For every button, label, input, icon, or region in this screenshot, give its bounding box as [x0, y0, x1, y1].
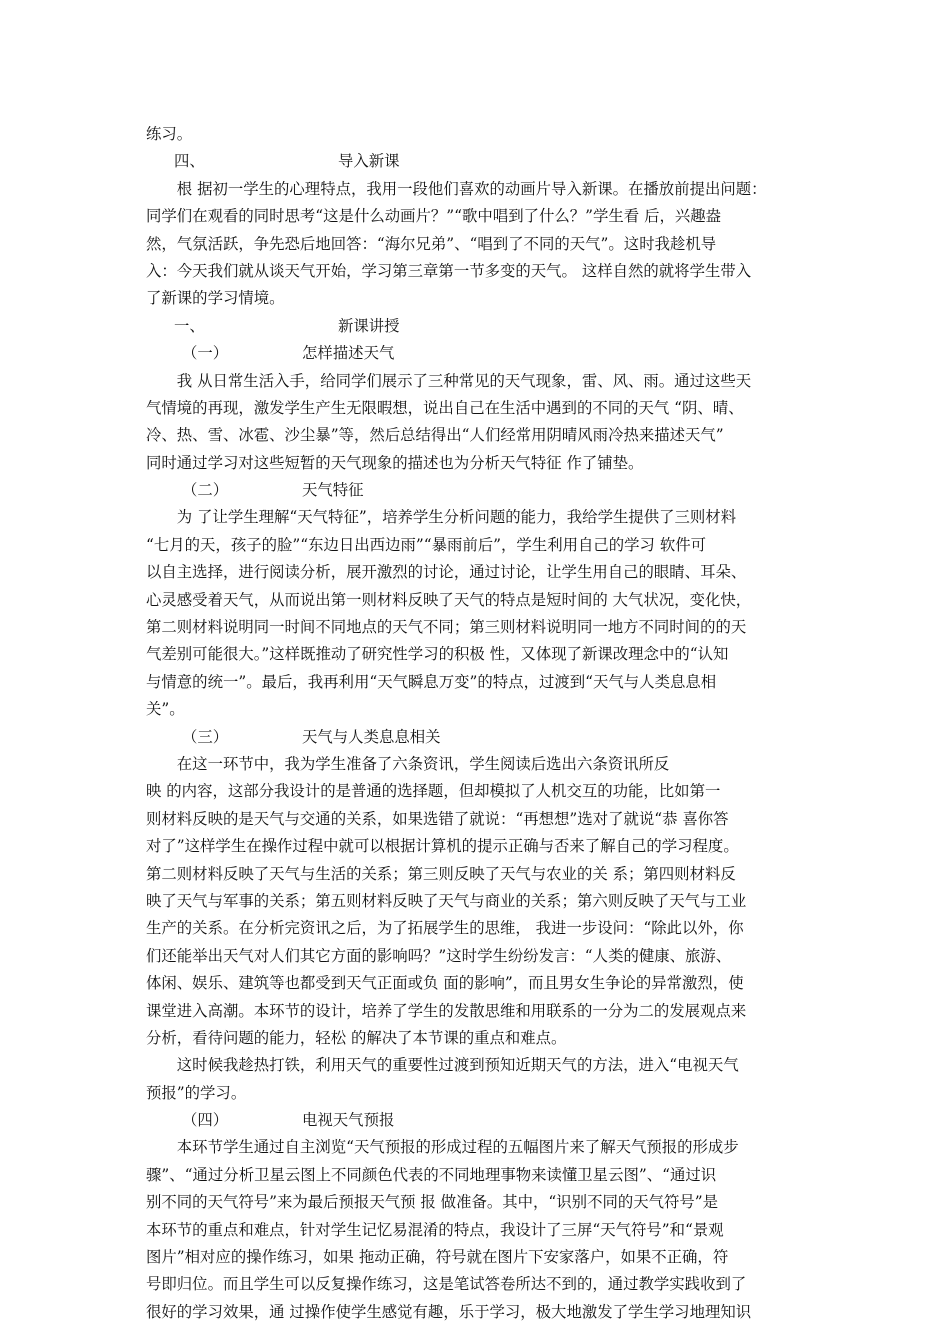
paragraph-line: 映了天气与军事的关系；第五则材料反映了天气与商业的关系；第六则反映了天气与工业	[146, 891, 747, 910]
section-heading	[146, 148, 806, 175]
paragraph-line: 分析，看待问题的能力，轻松 的解决了本节课的重点和难点。	[146, 1028, 567, 1047]
section-heading	[146, 313, 806, 340]
paragraph-line: 别不同的天气符号”来为最后预报天气预 报 做准备。其中，“识别不同的天气符号”是	[146, 1193, 719, 1212]
section-number: （四）	[182, 1111, 229, 1130]
paragraph-line: 第二则材料反映了天气与生活的关系；第三则反映了天气与农业的关 系；第四则材料反	[146, 864, 736, 883]
paragraph-line: 以自主选择，进行阅读分析，展开激烈的讨论，通过讨论，让学生用自己的眼睛、耳朵、	[146, 563, 747, 582]
paragraph-line: 很好的学习效果，通 过操作使学生感觉有趣，乐于学习，极大地激发了学生学习地理知识	[146, 1302, 752, 1321]
paragraph-line: 气情境的再现，激发学生产生无限暇想，说出自己在生活中遇到的不同的天气 “阴、晴、	[146, 398, 744, 417]
paragraph-line: 预报”的学习。	[146, 1083, 247, 1102]
paragraph-line: 了新课的学习情境。	[146, 289, 285, 308]
section-title: 怎样描述天气	[302, 344, 395, 363]
paragraph-line: 图片”相对应的操作练习，如果 拖动正确，符号就在图片下安家落户，如果不正确，符	[146, 1248, 729, 1267]
paragraph-line: 本环节的重点和难点，针对学生记忆易混淆的特点，我设计了三屏“天气符号”和“景观	[146, 1220, 724, 1239]
paragraph-line: 生产的关系。在分析完资讯之后，为了拓展学生的思维， 我进一步设问：“除此以外，你	[146, 919, 744, 938]
paragraph-line: 同时通过学习对这些短暂的天气现象的描述也为分析天气特征 作了铺垫。	[146, 453, 644, 472]
paragraph-line: 则材料反映的是天气与交通的关系，如果选错了就说：“再想想”选对了就说“恭 喜你答	[146, 809, 729, 828]
section-number: 一、	[174, 316, 205, 335]
paragraph-line: 课堂进入高潮。本环节的设计，培养了学生的发散思维和用联系的一分为二的发展观点来	[146, 1001, 747, 1020]
section-heading	[146, 724, 806, 751]
paragraph-line: 号即归位。而且学生可以反复操作练习，这是笔试答卷所达不到的，通过教学实践收到了	[146, 1275, 747, 1294]
paragraph-line: 练习。	[146, 125, 193, 143]
section-heading	[146, 1107, 806, 1134]
paragraph-line: 心灵感受着天气，从而说出第一则材料反映了天气的特点是短时间的 大气状况，变化快，	[146, 590, 752, 609]
paragraph-line: 映 的内容，这部分我设计的是普通的选择题，但却模拟了人机交互的功能，比如第一	[146, 782, 721, 801]
paragraph-line: 骤”、“通过分析卫星云图上不同颜色代表的不同地理事物来读懂卫星云图”、“通过识	[146, 1165, 717, 1184]
paragraph-line: “七月的天，孩子的脸”“东边日出西边雨”“暴雨前后”，学生利用自己的学习 软件可	[146, 535, 706, 554]
section-number: （三）	[182, 727, 229, 746]
section-number: （二）	[182, 481, 229, 500]
section-number: （一）	[182, 344, 229, 363]
paragraph-line: 对了”这样学生在操作过程中就可以根据计算机的提示正确与否来了解自己的学习程度。	[146, 837, 739, 856]
paragraph-line: 根 据初一学生的心理特点，我用一段他们喜欢的动画片导入新课。在播放前提出问题：	[146, 179, 767, 198]
paragraph-line: 气差别可能很大。”这样既推动了研究性学习的积极 性，又体现了新课改理念中的“认知	[146, 645, 729, 664]
paragraph-line: 同学们在观看的同时思考“这是什么动画片？”“歌中唱到了什么？”学生看 后，兴趣盎	[146, 207, 722, 226]
section-number: 四、	[174, 152, 205, 171]
paragraph-line: 第二则材料说明同一时间不同地点的天气不同；第三则材料说明同一地方不同时间的的天	[146, 618, 747, 637]
paragraph-line: 为 了让学生理解“天气特征”，培养学生分析问题的能力，我给学生提供了三则材料	[146, 508, 737, 527]
paragraph-line: 们还能举出天气对人们其它方面的影响吗？”这时学生纷纷发言：“人类的健康、旅游、	[146, 946, 732, 965]
section-title: 电视天气预报	[302, 1111, 395, 1130]
paragraph-line: 关”。	[146, 700, 185, 719]
section-title: 天气特征	[302, 481, 364, 500]
paragraph-line: 体闲、娱乐、建筑等也都受到天气正面或负 面的影响”，而且男女生争论的异常激烈，使	[146, 974, 744, 993]
section-heading	[146, 340, 806, 367]
section-heading	[146, 477, 806, 504]
paragraph-line: 本环节学生通过自主浏览“天气预报的形成过程的五幅图片来了解天气预报的形成步	[146, 1138, 739, 1157]
paragraph-line: 冷、热、雪、冰雹、沙尘暴”等，然后总结得出“人们经常用阴晴风雨冷热来描述天气”	[146, 426, 724, 445]
section-title: 新课讲授	[338, 316, 400, 335]
paragraph-line: 这时候我趁热打铁，利用天气的重要性过渡到预知近期天气的方法，进入“电视天气	[146, 1056, 739, 1075]
document-page	[146, 121, 806, 1326]
section-title: 天气与人类息息相关	[302, 727, 441, 746]
paragraph-line: 我 从日常生活入手，给同学们展示了三种常见的天气现象，雷、风、雨。通过这些天	[146, 371, 752, 390]
paragraph-line: 入：今天我们就从谈天气开始，学习第三章第一节多变的天气。 这样自然的就将学生带入	[146, 261, 752, 280]
paragraph-line: 然，气氛活跃，争先恐后地回答：“海尔兄弟”、“唱到了不同的天气”。这时我趁机导	[146, 234, 717, 253]
section-title: 导入新课	[338, 152, 400, 171]
paragraph-line: 与情意的统一”。最后，我再利用“天气瞬息万变”的特点，过渡到“天气与人类息息相	[146, 672, 717, 691]
paragraph-line: 在这一环节中，我为学生准备了六条资讯，学生阅读后选出六条资讯所反	[146, 754, 670, 773]
